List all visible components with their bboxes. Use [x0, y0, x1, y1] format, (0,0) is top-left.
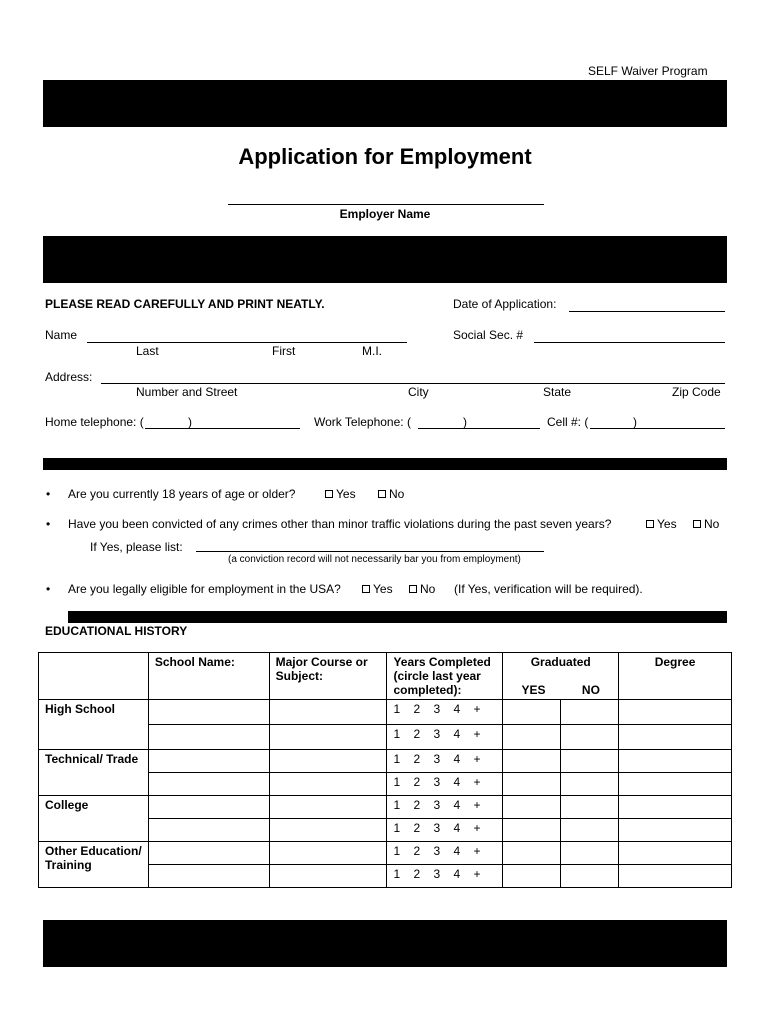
level-college: College — [39, 796, 149, 842]
ssn-label: Social Sec. # — [453, 328, 524, 342]
convicted-yes-option[interactable]: Yes — [646, 517, 677, 531]
employer-name-label: Employer Name — [339, 207, 431, 221]
years-cell[interactable]: 1 2 3 4 + — [387, 842, 503, 865]
graduated-no-cell[interactable] — [561, 725, 619, 750]
convicted-no-option[interactable]: No — [693, 517, 719, 531]
graduated-no-cell[interactable] — [561, 796, 619, 819]
degree-cell[interactable] — [619, 750, 732, 773]
question-convicted: Have you been convicted of any crimes other than minor traffic violations during the past seven years? — [68, 517, 612, 531]
col-major: Major Course or Subject: — [269, 653, 387, 700]
checkbox-icon[interactable] — [646, 520, 654, 528]
major-cell[interactable] — [269, 750, 387, 773]
years-cell[interactable]: 1 2 3 4 + — [387, 773, 503, 796]
years-cell[interactable]: 1 2 3 4 + — [387, 819, 503, 842]
education-heading: EDUCATIONAL HISTORY — [45, 624, 188, 638]
graduated-no-cell[interactable] — [561, 819, 619, 842]
level-other: Other Education/ Training — [39, 842, 149, 888]
graduated-no-cell[interactable] — [561, 750, 619, 773]
section-bar-3 — [68, 611, 727, 623]
cell-paren: ) — [633, 415, 637, 429]
conviction-list-field[interactable] — [196, 551, 544, 552]
col-school-name: School Name: — [148, 653, 269, 700]
col-graduated — [503, 653, 619, 700]
school-name-cell[interactable] — [148, 865, 269, 888]
checkbox-icon[interactable] — [409, 585, 417, 593]
graduated-label: Graduated — [530, 655, 591, 669]
conviction-note: (a conviction record will not necessarily bar you from employment) — [228, 554, 521, 565]
cell-field[interactable] — [590, 428, 725, 429]
major-cell[interactable] — [269, 700, 387, 725]
address-sub-state: State — [543, 385, 572, 399]
graduated-no-cell[interactable] — [561, 865, 619, 888]
graduated-yes-cell[interactable] — [503, 842, 561, 865]
graduated-yes-cell[interactable] — [503, 819, 561, 842]
age-yes-option[interactable]: Yes — [325, 487, 356, 501]
age-no-option[interactable]: No — [378, 487, 404, 501]
header-blank — [39, 653, 149, 700]
degree-cell[interactable] — [619, 819, 732, 842]
date-label: Date of Application: — [453, 297, 557, 311]
name-sub-mi: M.I. — [362, 344, 382, 358]
program-name: SELF Waiver Program — [588, 64, 708, 78]
bullet-1: • — [46, 487, 51, 501]
graduated-yes-cell[interactable] — [503, 865, 561, 888]
school-name-cell[interactable] — [148, 773, 269, 796]
address-label: Address: — [45, 370, 93, 384]
page-title: Application for Employment — [238, 144, 532, 169]
graduated-no-cell[interactable] — [561, 842, 619, 865]
bullet-3: • — [46, 582, 51, 596]
major-cell[interactable] — [269, 796, 387, 819]
work-phone-label: Work Telephone: ( — [314, 415, 411, 429]
graduated-yes-cell[interactable] — [503, 773, 561, 796]
school-name-cell[interactable] — [148, 725, 269, 750]
col-years: Years Completed (circle last year completed): — [387, 653, 503, 700]
major-cell[interactable] — [269, 725, 387, 750]
graduated-yes-cell[interactable] — [503, 796, 561, 819]
cell-label: Cell #: ( — [547, 415, 589, 429]
degree-cell[interactable] — [619, 796, 732, 819]
section-bar-2 — [43, 458, 727, 470]
work-phone-paren: ) — [463, 415, 467, 429]
major-cell[interactable] — [269, 819, 387, 842]
instructions: PLEASE READ CAREFULLY AND PRINT NEATLY. — [45, 297, 325, 311]
section-bar-1 — [43, 236, 727, 283]
name-label: Name — [45, 328, 78, 342]
address-sub-street: Number and Street — [136, 385, 238, 399]
graduated-yes-cell[interactable] — [503, 725, 561, 750]
school-name-cell[interactable] — [148, 819, 269, 842]
col-degree: Degree — [619, 653, 732, 700]
level-technical: Technical/ Trade — [39, 750, 149, 796]
name-sub-last: Last — [136, 344, 159, 358]
years-cell[interactable]: 1 2 3 4 + — [387, 700, 503, 725]
school-name-cell[interactable] — [148, 796, 269, 819]
checkbox-icon[interactable] — [693, 520, 701, 528]
question-eligible: Are you legally eligible for employment in the USA? — [68, 582, 341, 596]
name-sub-first: First — [272, 344, 296, 358]
checkbox-icon[interactable] — [325, 490, 333, 498]
name-field[interactable] — [87, 342, 407, 343]
graduated-yes-cell[interactable] — [503, 700, 561, 725]
graduated-no-cell[interactable] — [561, 773, 619, 796]
checkbox-icon[interactable] — [378, 490, 386, 498]
header-bar — [43, 80, 727, 127]
school-name-cell[interactable] — [148, 842, 269, 865]
graduated-yes-label: YES — [521, 683, 546, 697]
ssn-field[interactable] — [534, 342, 725, 343]
degree-cell[interactable] — [619, 865, 732, 888]
degree-cell[interactable] — [619, 725, 732, 750]
eligible-note: (If Yes, verification will be required). — [454, 582, 643, 596]
conviction-list-label: If Yes, please list: — [90, 540, 183, 554]
bullet-2: • — [46, 517, 51, 531]
degree-cell[interactable] — [619, 842, 732, 865]
footer-bar — [43, 920, 727, 967]
years-cell[interactable]: 1 2 3 4 + — [387, 750, 503, 773]
major-cell[interactable] — [269, 842, 387, 865]
home-phone-paren: ) — [188, 415, 192, 429]
graduated-no-label: NO — [581, 683, 600, 697]
checkbox-icon[interactable] — [362, 585, 370, 593]
eligible-no-option[interactable]: No — [409, 582, 435, 596]
major-cell[interactable] — [269, 773, 387, 796]
years-cell[interactable]: 1 2 3 4 + — [387, 796, 503, 819]
years-cell[interactable]: 1 2 3 4 + — [387, 725, 503, 750]
employer-name-line[interactable] — [228, 204, 544, 205]
degree-cell[interactable] — [619, 773, 732, 796]
graduated-no-cell[interactable] — [561, 700, 619, 725]
years-cell[interactable]: 1 2 3 4 + — [387, 865, 503, 888]
work-phone-field[interactable] — [418, 428, 540, 429]
school-name-cell[interactable] — [148, 750, 269, 773]
education-table — [38, 652, 732, 888]
graduated-yes-cell[interactable] — [503, 750, 561, 773]
address-sub-zip: Zip Code — [672, 385, 721, 399]
degree-cell[interactable] — [619, 700, 732, 725]
address-field[interactable] — [101, 383, 725, 384]
home-phone-field[interactable] — [145, 428, 300, 429]
home-phone-label: Home telephone: ( — [45, 415, 144, 429]
major-cell[interactable] — [269, 865, 387, 888]
level-high-school: High School — [39, 700, 149, 750]
eligible-yes-option[interactable]: Yes — [362, 582, 393, 596]
date-field[interactable] — [569, 311, 725, 312]
address-sub-city: City — [408, 385, 429, 399]
school-name-cell[interactable] — [148, 700, 269, 725]
question-age: Are you currently 18 years of age or older? — [68, 487, 296, 501]
